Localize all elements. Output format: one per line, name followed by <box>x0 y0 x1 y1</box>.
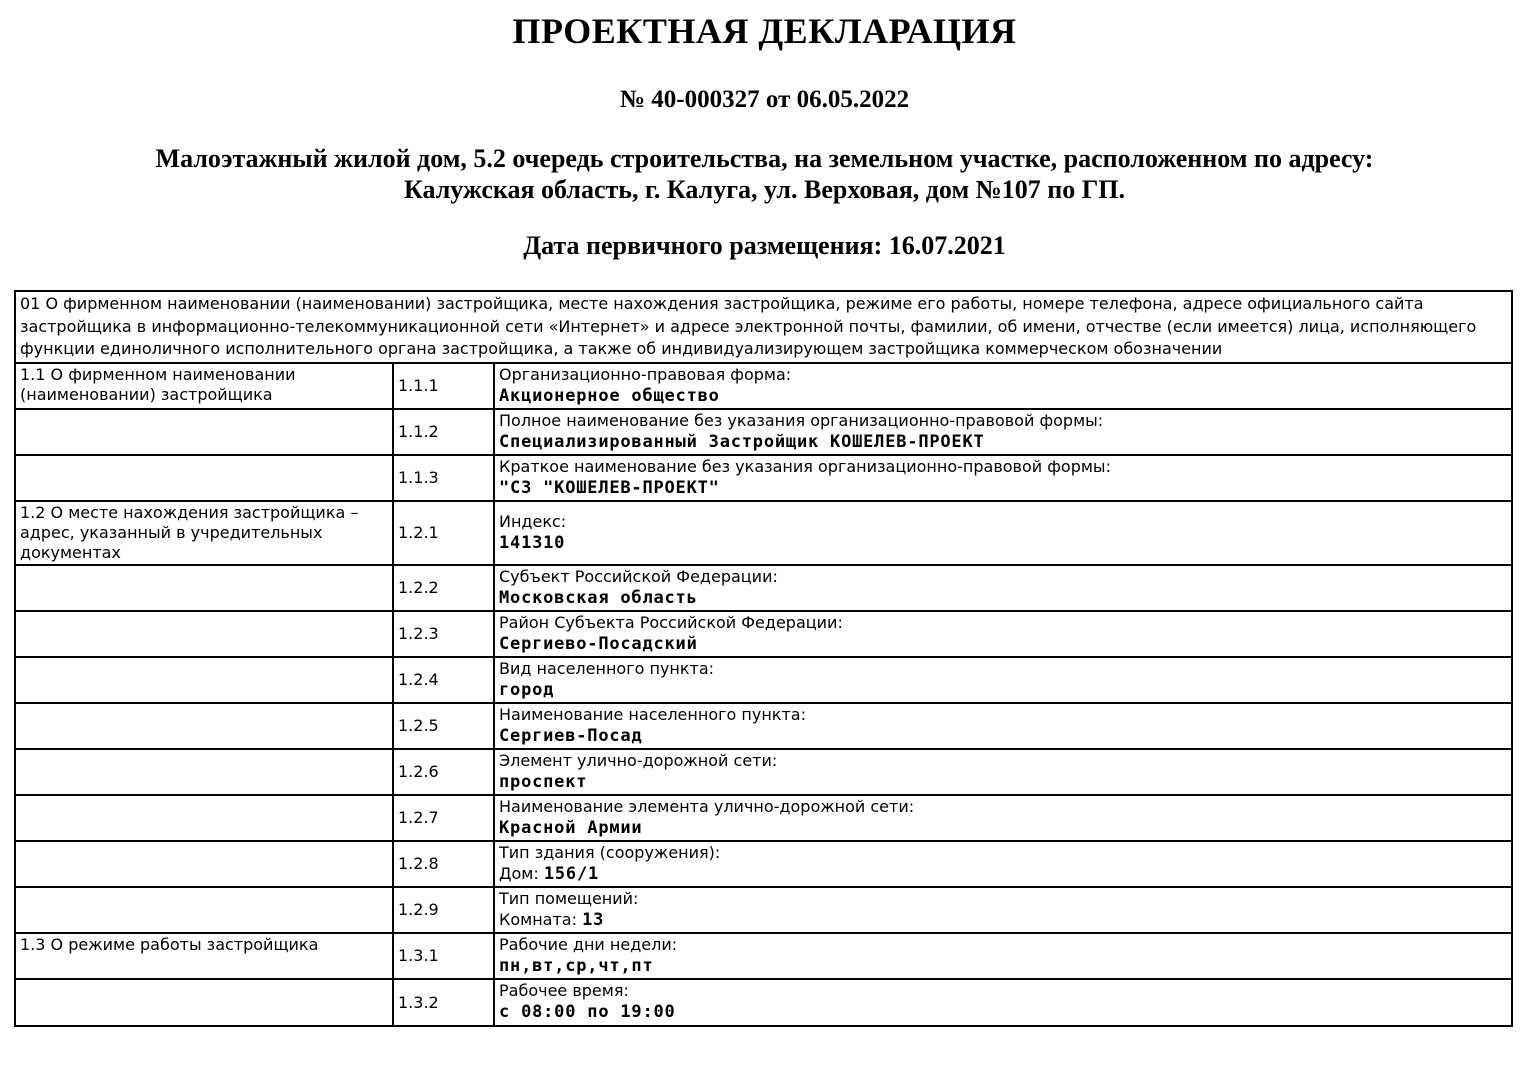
field-value-line <box>499 633 1507 655</box>
row-code-cell: 1.2.2 <box>393 565 494 611</box>
row-code-cell: 1.3.1 <box>393 933 494 979</box>
row-content-cell <box>494 363 1512 409</box>
row-section-cell <box>15 979 393 1026</box>
row-content-cell <box>494 749 1512 795</box>
row-section-cell <box>15 841 393 887</box>
field-value-line <box>499 679 1507 701</box>
table-row-1-2-1 <box>15 501 1512 565</box>
field-value-line <box>499 955 1507 977</box>
field-value-line <box>499 385 1507 407</box>
subtitle-line-1: Малоэтажный жилой дом, 5.2 очередь строительства, на земельном участке, расположенном по адресу: <box>155 144 1374 173</box>
page-title: ПРОЕКТНАЯ ДЕКЛАРАЦИЯ <box>512 11 1017 51</box>
row-code-cell: 1.2.3 <box>393 611 494 657</box>
row-code-cell: 1.2.9 <box>393 887 494 933</box>
first-placement-date: Дата первичного размещения: 16.07.2021 <box>523 231 1006 260</box>
field-value: с 08:00 по 19:00 <box>499 1002 676 1022</box>
row-content-cell <box>494 795 1512 841</box>
field-value-line <box>499 532 1507 554</box>
field-value: Акционерное общество <box>499 385 720 406</box>
field-label: Рабочее время: <box>499 981 629 1000</box>
row-code-cell: 1.2.4 <box>393 657 494 703</box>
field-label: Индекс: <box>499 511 567 531</box>
row-code-cell: 1.3.2 <box>393 979 494 1026</box>
row-content-cell <box>494 565 1512 611</box>
field-value-line <box>499 587 1507 609</box>
row-section-cell: 1.1 О фирменном наименовании (наименовании) застройщика <box>15 363 393 409</box>
field-label: Рабочие дни недели: <box>499 934 678 954</box>
row-section-cell <box>15 565 393 611</box>
section-01-header-row <box>15 291 1512 363</box>
table-row-1-2-9 <box>15 887 1512 933</box>
row-section-cell <box>15 887 393 933</box>
declaration-table <box>14 290 1513 1027</box>
field-value: Сергиево-Посадский <box>499 633 698 654</box>
row-section-cell <box>15 611 393 657</box>
field-value-line <box>499 1001 1507 1023</box>
field-value: Красной Армии <box>499 817 643 838</box>
field-label: Тип помещений: <box>499 888 639 908</box>
field-label: Наименование населенного пункта: <box>499 704 806 724</box>
row-code-cell: 1.2.6 <box>393 749 494 795</box>
field-label: Элемент улично-дорожной сети: <box>499 750 778 770</box>
field-value-line <box>499 477 1507 499</box>
field-value-line <box>499 431 1507 453</box>
table-row-1-2-6 <box>15 749 1512 795</box>
row-content-cell <box>494 501 1512 565</box>
row-section-cell <box>15 455 393 501</box>
row-code-cell: 1.2.1 <box>393 501 494 565</box>
table-row-1-2-5 <box>15 703 1512 749</box>
row-code-cell: 1.1.2 <box>393 409 494 455</box>
field-label: Краткое наименование без указания организационно-правовой формы: <box>499 456 1111 476</box>
field-label: Тип здания (сооружения): <box>499 842 721 862</box>
row-code-cell: 1.1.3 <box>393 455 494 501</box>
row-section-cell <box>15 657 393 703</box>
row-code-cell: 1.1.1 <box>393 363 494 409</box>
field-value: пн,вт,ср,чт,пт <box>499 955 654 976</box>
row-content-cell <box>494 657 1512 703</box>
row-code-cell: 1.2.8 <box>393 841 494 887</box>
row-content-cell <box>494 703 1512 749</box>
field-value-line <box>499 725 1507 747</box>
table-row-1-1-3 <box>15 455 1512 501</box>
field-value: Специализированный Застройщик КОШЕЛЕВ-ПРОЕКТ <box>499 431 985 452</box>
row-section-cell: 1.3 О режиме работы застройщика <box>15 933 393 979</box>
field-value: 156/1 <box>543 863 600 884</box>
field-value-line <box>499 909 1507 931</box>
field-value: 141310 <box>499 532 566 553</box>
row-content-cell <box>494 979 1512 1026</box>
project-declaration-page <box>0 10 1529 1027</box>
table-row-1-2-2 <box>15 565 1512 611</box>
row-section-cell: 1.2 О месте нахождения застройщика – адрес, указанный в учредительных документах <box>15 501 393 565</box>
row-code-cell: 1.2.7 <box>393 795 494 841</box>
field-value: 13 <box>582 909 605 930</box>
field-label: Субъект Российской Федерации: <box>499 566 778 586</box>
table-row-1-2-4 <box>15 657 1512 703</box>
table-row-1-2-3 <box>15 611 1512 657</box>
row-content-cell <box>494 887 1512 933</box>
value-prefix: Дом: <box>499 863 544 883</box>
table-row-1-2-7 <box>15 795 1512 841</box>
field-label: Организационно-правовая форма: <box>499 364 792 384</box>
table-row-1-3-2 <box>15 979 1512 1026</box>
row-section-cell <box>15 703 393 749</box>
field-label: Вид населенного пункта: <box>499 658 715 678</box>
field-value: "СЗ "КОШЕЛЕВ-ПРОЕКТ" <box>499 477 720 498</box>
field-label: Район Субъекта Российской Федерации: <box>499 612 843 632</box>
section-01-header: 01 О фирменном наименовании (наименовании) застройщика, месте нахождения застройщика, режиме его работы, номере телефона, адресе официального сайта застройщика в информационно-телекоммуникационной сети «Интернет» и адресе электронной почты, фамилии, об имени, отчестве (если имеется) лица, исполняющего функции единоличного исполнительного органа застройщика, а также об индивидуализирующем застройщика коммерческом обозначении <box>15 291 1512 363</box>
field-value: Сергиев-Посад <box>499 725 643 746</box>
value-prefix: Комната: <box>499 909 583 929</box>
document-subtitle <box>0 143 1529 205</box>
row-content-cell <box>494 409 1512 455</box>
field-value-line <box>499 817 1507 839</box>
row-code-cell: 1.2.5 <box>393 703 494 749</box>
field-label: Наименование элемента улично-дорожной сети: <box>499 796 915 816</box>
field-label: Полное наименование без указания организационно-правовой формы: <box>499 410 1104 430</box>
row-content-cell <box>494 841 1512 887</box>
row-section-cell <box>15 795 393 841</box>
table-row-1-1-2 <box>15 409 1512 455</box>
subtitle-line-2: Калужская область, г. Калуга, ул. Верховая, дом №107 по ГП. <box>403 175 1126 204</box>
document-number: № 40-000327 от 06.05.2022 <box>619 86 910 113</box>
field-value-line <box>499 863 1507 885</box>
row-content-cell <box>494 933 1512 979</box>
table-row-1-3-1 <box>15 933 1512 979</box>
table-row-1-2-8 <box>15 841 1512 887</box>
table-row-1-1-1 <box>15 363 1512 409</box>
field-value: Московская область <box>499 587 698 608</box>
row-section-cell <box>15 749 393 795</box>
row-content-cell <box>494 455 1512 501</box>
field-value-line <box>499 771 1507 793</box>
field-value: проспект <box>499 771 588 792</box>
row-section-cell <box>15 409 393 455</box>
row-content-cell <box>494 611 1512 657</box>
field-value: город <box>499 679 555 700</box>
